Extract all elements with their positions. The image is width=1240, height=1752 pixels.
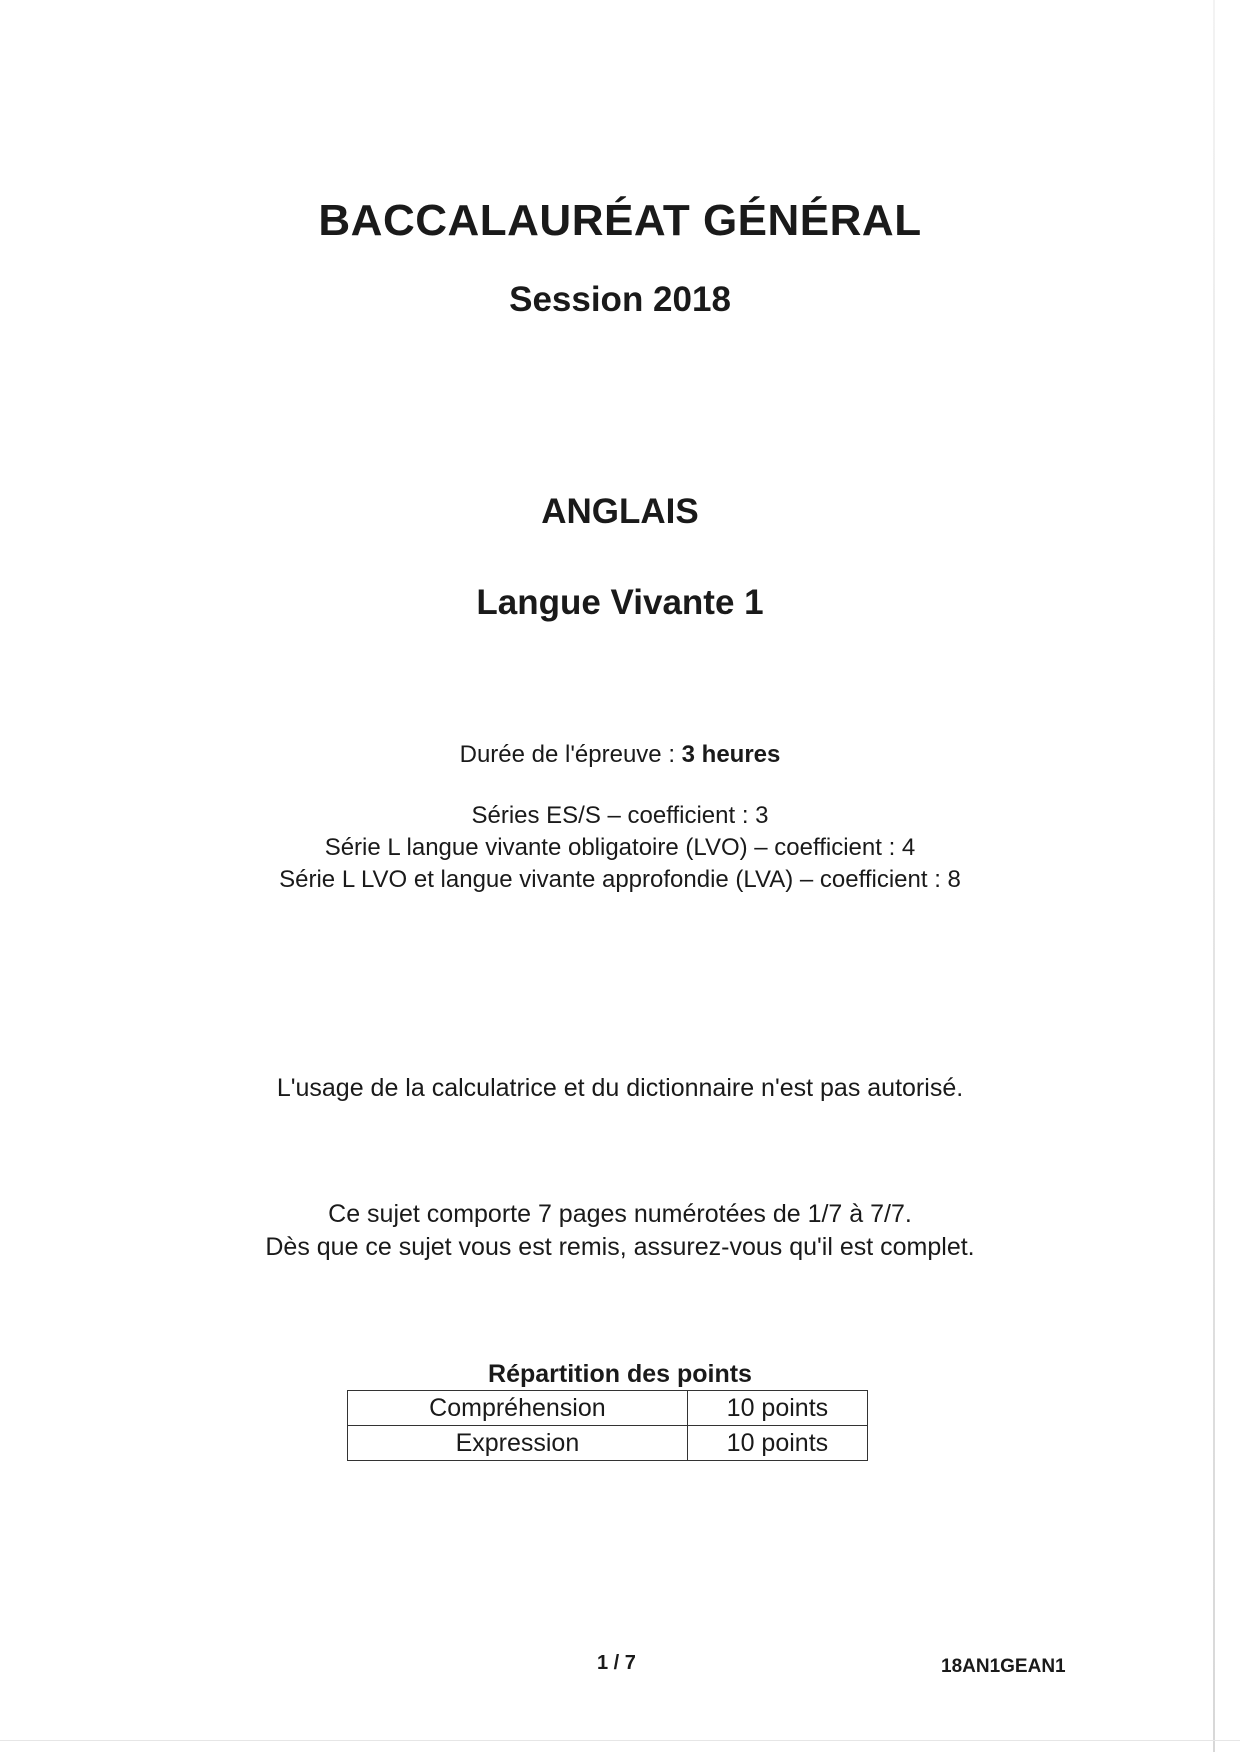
document-code: 18AN1GEAN1 [941, 1656, 1066, 1677]
language-level: Langue Vivante 1 [476, 583, 764, 622]
table-cell-label: Compréhension [348, 1391, 688, 1426]
table-cell-label: Expression [348, 1426, 688, 1461]
table-row [348, 1391, 868, 1426]
series-line: Séries ES/S – coefficient : 3 [471, 802, 769, 829]
scan-edge-bottom [0, 1740, 1240, 1741]
points-table [347, 1390, 868, 1461]
duration-value: 3 heures [681, 741, 781, 768]
duration-line [0, 741, 1240, 769]
table-cell-value: 10 points [687, 1391, 867, 1426]
table-cell-value: 10 points [687, 1426, 867, 1461]
series-line: Série L LVO et langue vivante approfondie (LVA) – coefficient : 8 [279, 866, 961, 893]
completeness-notice: Dès que ce sujet vous est remis, assurez-vous qu'il est complet. [265, 1233, 975, 1261]
calculator-notice: L'usage de la calculatrice et du dictionnaire n'est pas autorisé. [276, 1074, 964, 1102]
table-row [348, 1426, 868, 1461]
series-line: Série L langue vivante obligatoire (LVO) – coefficient : 4 [324, 834, 916, 861]
session-label: Session 2018 [509, 280, 731, 319]
page-count-notice: Ce sujet comporte 7 pages numérotées de 1/7 à 7/7. [328, 1200, 912, 1228]
duration-label: Durée de l'épreuve : [459, 741, 682, 768]
exam-title: BACCALAURÉAT GÉNÉRAL [318, 196, 922, 245]
subject-name: ANGLAIS [541, 492, 699, 531]
page-number: 1 / 7 [597, 1652, 636, 1674]
points-table-title: Répartition des points [488, 1360, 752, 1388]
